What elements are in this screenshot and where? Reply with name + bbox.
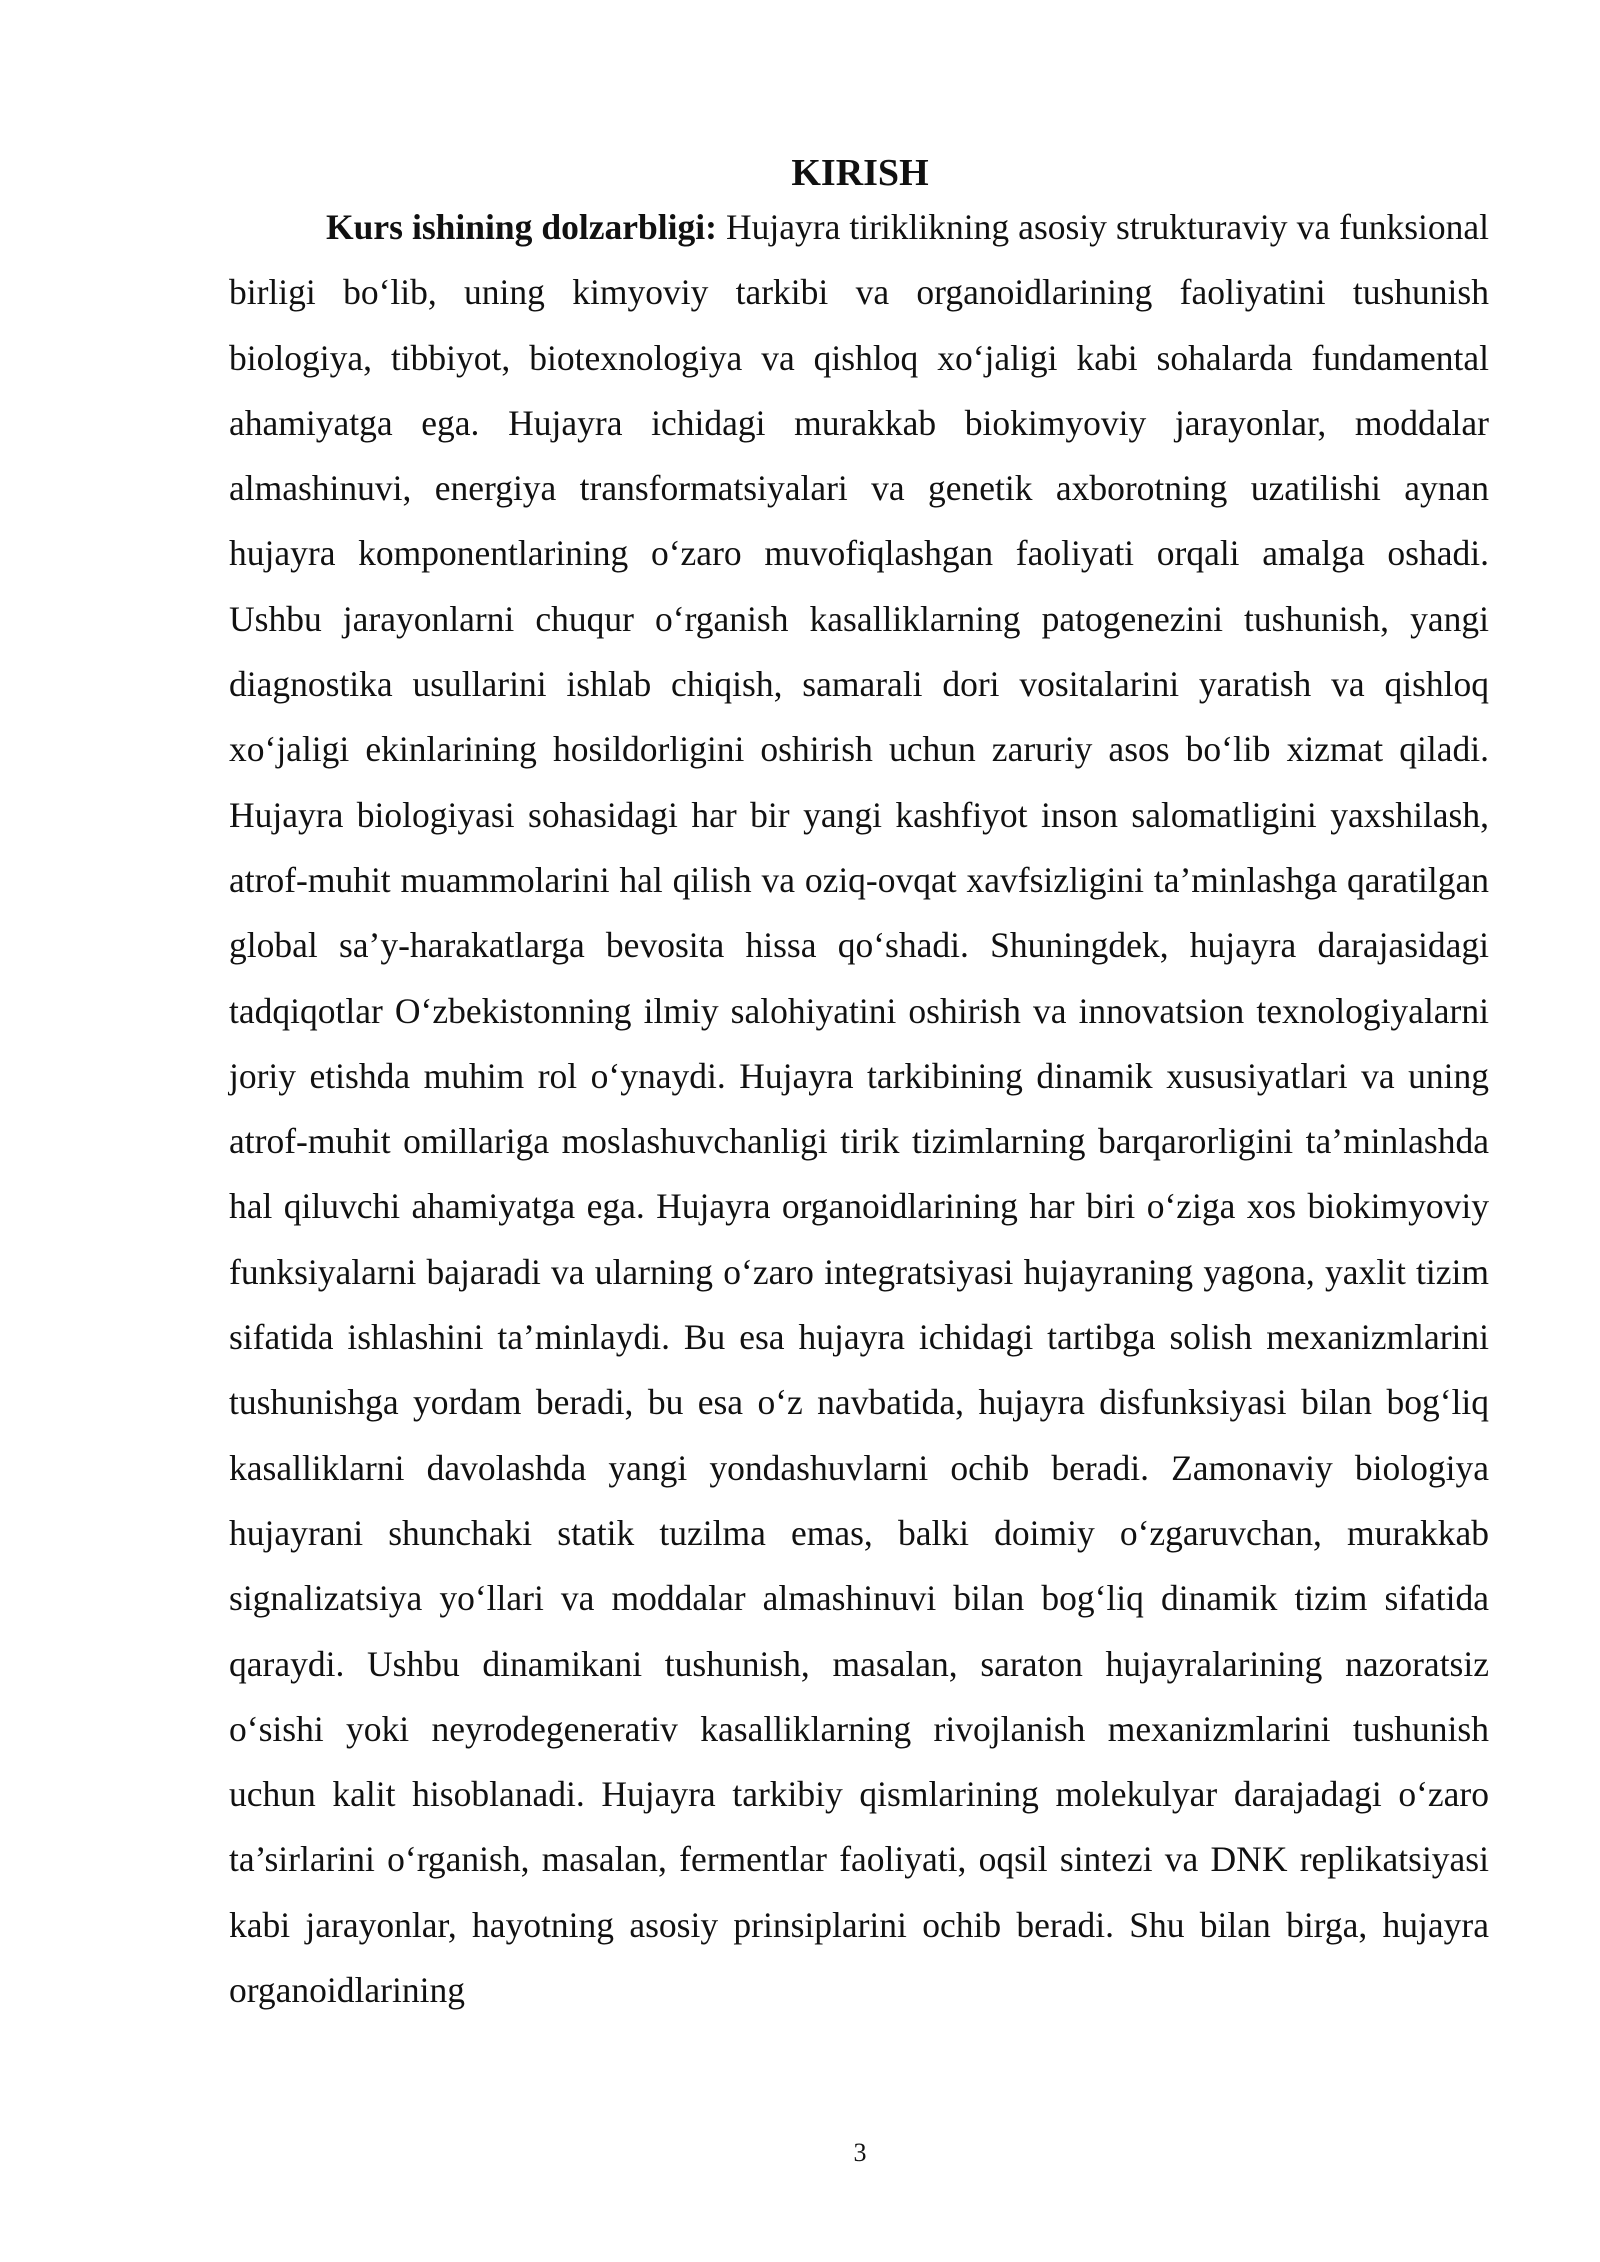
page-number: 3 <box>853 2138 867 2167</box>
paragraph-text: Hujayra tiriklikning asosiy strukturaviy va funksional birligi bo‘lib, uning kimyoviy tarkibi va organoidlarining faoliyatini tushunish biologiya, tibbiyot, biotexnologiya va qishloq xo‘jaligi kabi sohalarda fundamental ahamiyatga ega. Hujayra ichidagi murakkab biokimyoviy jarayonlar, moddalar almashinuvi, energiya transformatsiyalari va genetik axborotning uzatilishi aynan hujayra komponentlarining o‘zaro muvofiqlashgan faoliyati orqali amalga oshadi. Ushbu jarayonlarni chuqur o‘rganish kasalliklarning patogenezini tushunish, yangi diagnostika usullarini ishlab chiqish, samarali dori vositalarini yaratish va qishloq xo‘jaligi ekinlarining hosildorligini oshirish uchun zaruriy asos bo‘lib xizmat qiladi. Hujayra biologiyasi sohasidagi har bir yangi kashfiyot inson salomatligini yaxshilash, atrof-muhit muammolarini hal qilish va oziq-ovqat xavfsizligini ta’minlashga qaratilgan global sa’y-harakatlarga bevosita hissa qo‘shadi. Shuningdek, hujayra darajasidagi tadqiqotlar O‘zbekistonning ilmiy salohiyatini oshirish va innovatsion texnologiyalarni joriy etishda muhim rol o‘ynaydi. Hujayra tarkibining dinamik xususiyatlari va uning atrof-muhit omillariga moslashuvchanligi tirik tizimlarning barqarorligini ta’minlashda hal qiluvchi ahamiyatga ega. Hujayra organoidlarining har biri o‘ziga xos biokimyoviy funksiyalarni bajaradi va ularning o‘zaro integratsiyasi hujayraning yagona, yaxlit tizim sifatida ishlashini ta’minlaydi. Bu esa hujayra ichidagi tartibga solish mexanizmlarini tushunishga yordam beradi, bu esa o‘z navbatida, hujayra disfunksiyasi bilan bog‘liq kasalliklarni davolashda yangi yondashuvlarni ochib beradi. Zamonaviy biologiya hujayrani shunchaki statik tuzilma emas, balki doimiy o‘zgaruvchan, murakkab signalizatsiya yo‘llari va moddalar almashinuvi bilan bog‘liq dinamik tizim sifatida qaraydi. Ushbu dinamikani tushunish, masalan, saraton hujayralarining nazoratsiz o‘sishi yoki neyrodegenerativ kasalliklarning rivojlanish mexanizmlarini tushunish uchun kalit hisoblanadi. Hujayra tarkibiy qismlarining molekulyar darajadagi o‘zaro ta’sirlarini o‘rganish, masalan, fermentlar faoliyati, oqsil sintezi va DNK replikatsiyasi kabi jarayonlar, hayotning asosiy prinsiplarini ochib beradi. Shu bilan birga, hujayra organoidlarining <box>229 207 1490 2011</box>
body-paragraph <box>229 195 1489 2023</box>
section-heading: KIRISH <box>791 152 929 194</box>
paragraph-lead: Kurs ishining dolzarbligi: <box>326 207 717 247</box>
